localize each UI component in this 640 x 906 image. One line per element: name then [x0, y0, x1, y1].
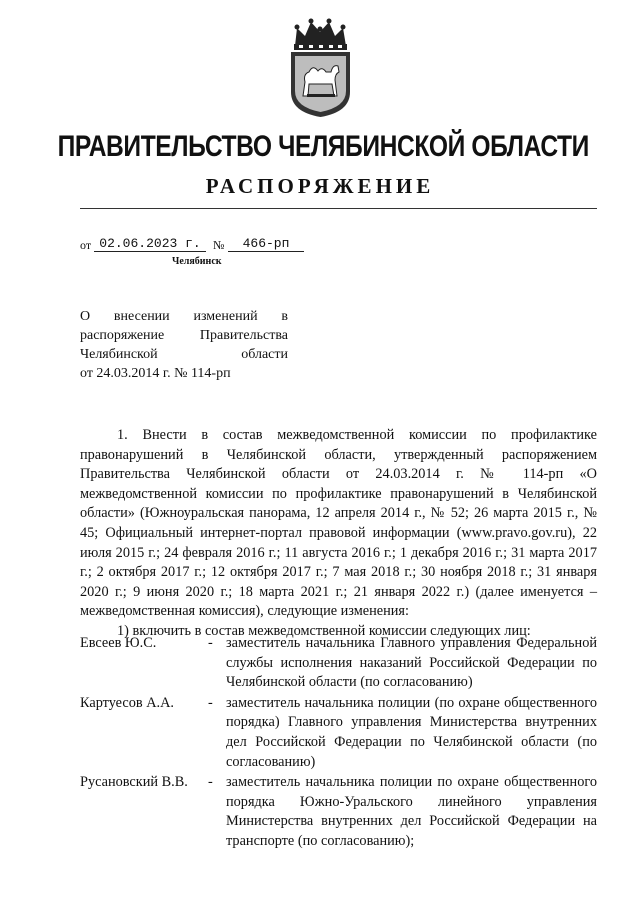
persons-list	[80, 634, 597, 853]
coat-of-arms-emblem	[283, 14, 358, 118]
person-dash: -	[208, 774, 213, 791]
document-type: РАСПОРЯЖЕНИЕ	[205, 174, 435, 198]
document-subject	[80, 307, 288, 383]
document-body	[80, 426, 597, 642]
person-position: заместитель начальника полиции (по охране общественного порядка) Главного управления Министерства внутренних дел Российской Федерации по Челябинской области (по согласованию)	[226, 694, 597, 770]
person-entry	[80, 773, 597, 851]
subject-line: О внесении изменений в	[80, 309, 288, 324]
document-date: 02.06.2023 г.	[94, 236, 206, 252]
person-dash: -	[208, 635, 213, 651]
document-number: 466-рп	[228, 236, 304, 252]
person-entry	[80, 634, 597, 693]
government-title: ПРАВИТЕЛЬСТВО ЧЕЛЯБИНСКОЙ ОБЛАСТИ	[57, 130, 589, 163]
person-name: Картуесов А.А.	[80, 694, 174, 711]
person-dash: -	[208, 694, 213, 711]
city-name: Челябинск	[172, 256, 222, 267]
date-label: от	[80, 238, 92, 252]
subject-line: Челябинской области	[80, 347, 288, 362]
body-paragraph: 1) включить в состав межведомственной комиссии следующих лиц:	[117, 622, 531, 639]
person-name: Русановский В.В.	[80, 774, 188, 791]
person-entry	[80, 694, 597, 772]
number-label: №	[213, 238, 225, 252]
person-position: заместитель начальника Главного управления Федеральной службы исполнения наказаний Российской Федерации по Челябинской области (по согласованию)	[226, 635, 597, 691]
header-divider	[80, 208, 597, 209]
person-position: заместитель начальника полиции по охране общественного порядка Южно-Уральского линейного управления Министерства внутренних дел Российской Федерации на транспорте (по согласованию);	[226, 774, 597, 849]
subject-line: от 24.03.2014 г. № 114-рп	[80, 366, 231, 381]
subject-line: распоряжение Правительства	[80, 328, 288, 343]
body-paragraph: 1. Внести в состав межведомственной комиссии по профилактике правонарушений в Челябинской области, утвержденный распоряжением Правительства Челябинской области от 24.03.2014 г. № 114-рп «О межведомственной комиссии по профилактике правонарушений в Челябинской области» (Южноуральская панорама, 12 апреля 2014 г., № 52; 26 марта 2015 г., № 45; Официальный интернет-портал правовой информации (www.pravo.gov.ru), 22 июля 2015 г.; 24 февраля 2016 г.; 11 августа 2016 г.; 1 декабря 2016 г.; 31 марта 2017 г.; 2 октября 2017 г.; 12 октября 2017 г.; 7 мая 2018 г.; 30 ноября 2018 г.; 31 января 2020 г.; 9 июня 2020 г.; 18 марта 2021 г.; 21 января 2022 г.) (далее именуется – межведомственная комиссия), следующие изменения:	[80, 427, 597, 620]
person-name: Евсеев Ю.С.	[80, 635, 157, 651]
